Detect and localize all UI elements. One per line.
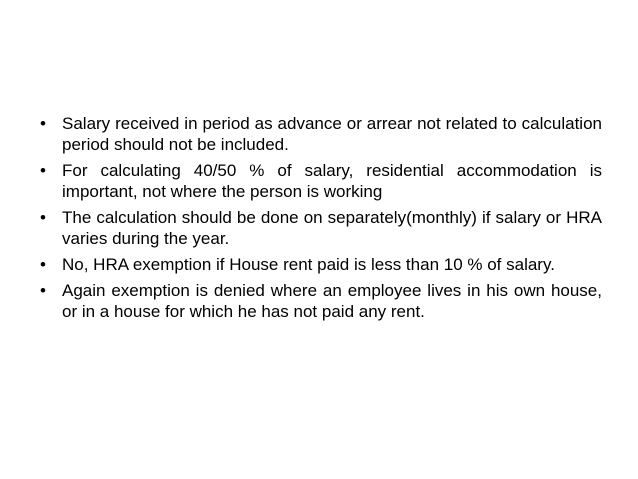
bullet-point-icon: • [40,281,46,300]
bullet-item-4 [40,254,602,275]
bullet-text-4: No, HRA exemption if House rent paid is less than 10 % of salary. [62,255,555,274]
bullet-point-icon: • [40,114,46,133]
bullet-point-icon: • [40,255,46,274]
bullet-text-3: The calculation should be done on separately(monthly) if salary or HRA varies during the year. [62,208,602,248]
bullet-text-1: Salary received in period as advance or arrear not related to calculation period should not be included. [62,114,602,154]
bullet-point-icon: • [40,161,46,180]
bullet-point-icon: • [40,208,46,227]
bullet-item-1 [40,113,602,155]
bullet-text-5: Again exemption is denied where an employee lives in his own house, or in a house for which he has not paid any rent. [62,281,602,321]
bullet-text-2: For calculating 40/50 % of salary, residential accommodation is important, not where the person is working [62,161,602,201]
bullet-list [40,113,602,327]
bullet-item-2 [40,160,602,202]
bullet-item-5 [40,280,602,322]
bullet-item-3 [40,207,602,249]
